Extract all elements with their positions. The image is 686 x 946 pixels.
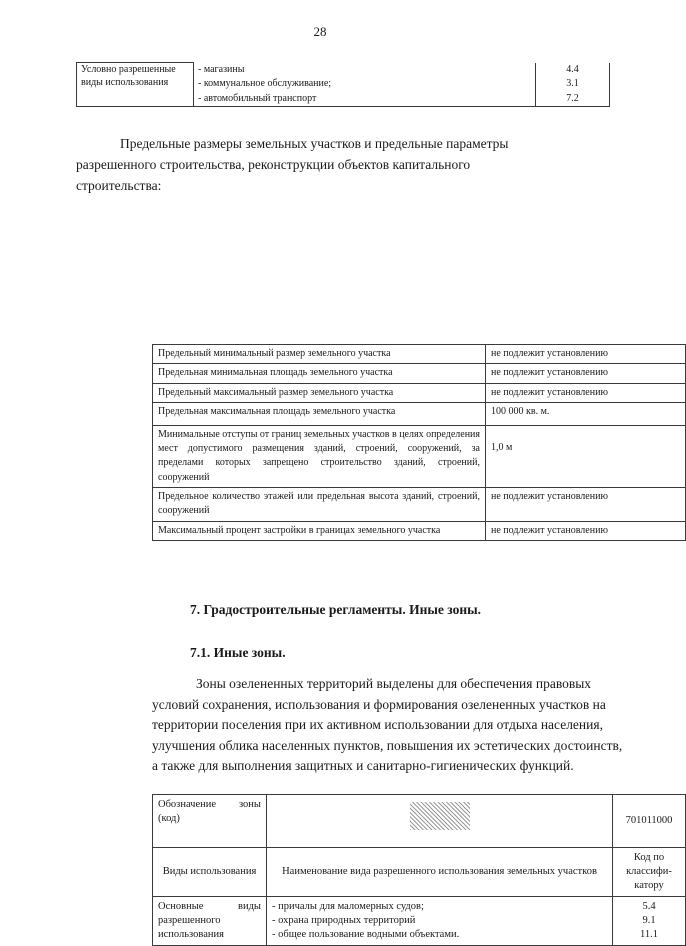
param-name: Предельный максимальный размер земельного участка (153, 383, 486, 402)
table-row (153, 795, 686, 848)
text-line: территории поселения при их активном использовании для отдыха населения, (152, 717, 603, 732)
limits-intro-paragraph (76, 133, 673, 940)
zone-label: Обозначение зоны (код) (153, 795, 267, 848)
use-code: 9.1 (642, 915, 656, 926)
param-value: не подлежит установлению (486, 364, 686, 383)
use-code: 3.1 (536, 77, 610, 92)
text-line: строительства: (76, 178, 162, 193)
table-row (153, 345, 686, 364)
header-types: Виды использования (153, 848, 267, 897)
use-name: - автомобильный транспорт (194, 92, 536, 107)
param-value: не подлежит установлению (486, 345, 686, 364)
zone-hatch-cell (267, 795, 613, 848)
use-code: 4.4 (536, 63, 610, 78)
param-name: Предельная максимальная площадь земельного участка (153, 402, 486, 425)
table-row (153, 848, 686, 897)
param-name: Предельный минимальный размер земельного участка (153, 345, 486, 364)
param-value: 100 000 кв. м. (486, 402, 686, 425)
table-row (153, 364, 686, 383)
use-name: - общее пользование водными объектами. (272, 929, 460, 940)
use-code: 7.2 (536, 92, 610, 107)
text-line: условий сохранения, использования и формирования озелененных участков на (152, 696, 606, 712)
subsection-heading: 7.1. Иные зоны. (190, 645, 286, 660)
use-code: 5.4 (642, 901, 656, 912)
header-code: Код по классифи-катору (613, 848, 686, 897)
zone-code: 701011000 (613, 795, 686, 848)
table-row (77, 63, 610, 78)
conditional-use-table (76, 62, 610, 107)
use-type-label: Условно разрешенные виды использования (77, 63, 194, 107)
param-value: 1,0 м (486, 425, 686, 487)
use-name: - причалы для маломерных судов; (272, 901, 424, 912)
use-name: - магазины (194, 63, 536, 78)
main-use-label: Основные виды разрешенного использования (153, 897, 267, 946)
table-row (153, 425, 686, 487)
text-line: Зоны озелененных территорий выделены для обеспечения правовых (196, 676, 592, 691)
text-line: разрешенного строительства, реконструкции объектов капитального (76, 157, 471, 172)
zone-hatch-swatch (410, 802, 470, 830)
main-use-names (267, 897, 613, 946)
text-line: улучшения облика населенных пунктов, повышения их эстетических достоинств, (152, 737, 623, 753)
table-row (153, 488, 686, 522)
param-name: Предельная минимальная площадь земельного участка (153, 364, 486, 383)
green-zones-paragraph (152, 674, 686, 777)
parameters-table (152, 344, 686, 541)
use-code: 11.1 (640, 929, 658, 940)
table-row (153, 897, 686, 946)
param-value: не подлежит установлению (486, 521, 686, 540)
param-name: Максимальный процент застройки в границах земельного участка (153, 521, 486, 540)
page-number: 28 (313, 24, 327, 39)
param-value: не подлежит установлению (486, 488, 686, 522)
header-name: Наименование вида разрешенного использования земельных участков (267, 848, 613, 897)
section-heading: 7. Градостроительные регламенты. Иные зоны. (190, 602, 482, 617)
main-use-codes (613, 897, 686, 946)
param-name: Минимальные отступы от границ земельных участков в целях определения мест допустимого размещения зданий, строений, сооружений, за пределами которых запрещено строительство зданий, строений, сооружений (153, 425, 486, 487)
param-name: Предельное количество этажей или предельная высота зданий, строений, сооружений (153, 488, 486, 522)
text-line: Предельные размеры земельных участков и предельные параметры (120, 136, 509, 151)
table-row (153, 402, 686, 425)
param-value: не подлежит установлению (486, 383, 686, 402)
text-line: а также для выполнения защитных и санитарно-гигиенических функций. (152, 758, 574, 773)
table-row (153, 383, 686, 402)
use-name: - охрана природных территорий (272, 915, 416, 926)
table-row (153, 521, 686, 540)
use-name: - коммунальное обслуживание; (194, 77, 536, 92)
zone-table (152, 794, 686, 946)
